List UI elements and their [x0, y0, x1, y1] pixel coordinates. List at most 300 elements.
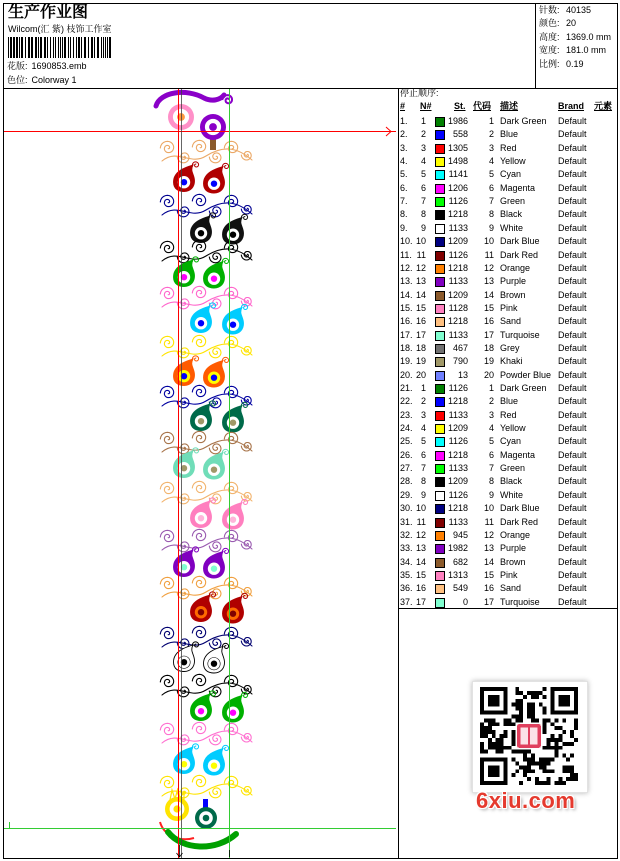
swirl-vine — [162, 344, 252, 356]
swirl-vine — [162, 440, 252, 452]
stop-row — [398, 302, 618, 315]
swirl-curl — [160, 675, 173, 686]
color-description: Yellow — [500, 156, 526, 167]
paisley-dot — [230, 420, 236, 426]
color-code: 9 — [488, 489, 494, 500]
paisley-motif — [223, 499, 248, 529]
design-preview — [4, 89, 398, 858]
color-code: 5 — [488, 436, 494, 447]
color-code: 14 — [483, 289, 494, 300]
needle-number: 9 — [420, 489, 426, 500]
stop-row — [398, 542, 618, 555]
row-index: 16. — [400, 316, 413, 327]
paisley-motif — [191, 691, 216, 721]
row-index: 24. — [400, 423, 413, 434]
stop-row — [398, 462, 618, 475]
row-index: 10. — [400, 236, 413, 247]
stitch-count: 1133 — [448, 516, 468, 527]
color-code: 1 — [488, 116, 494, 126]
stitch-count: 1126 — [448, 489, 468, 500]
color-description: Purple — [500, 276, 527, 287]
paisley-dot — [198, 609, 204, 615]
stitch-count: 1126 — [448, 249, 468, 260]
row-index: 13. — [400, 276, 413, 287]
thread-brand: Default — [558, 249, 587, 260]
stitch-count: 1209 — [447, 423, 468, 434]
color-code: 11 — [484, 249, 494, 260]
swirl-curl — [224, 577, 237, 588]
top-arc — [156, 92, 224, 106]
swirl-curl — [160, 530, 173, 541]
swirl-motif — [160, 335, 252, 358]
swirl-curl — [209, 153, 221, 163]
color-description: Brown — [500, 556, 526, 567]
design-file-label: 花版: — [7, 61, 28, 71]
row-index: 22. — [400, 396, 413, 407]
color-code: 12 — [483, 529, 494, 540]
stat-label: 针数: — [539, 5, 560, 15]
stitch-count: 1209 — [447, 236, 468, 247]
swirl-vine — [162, 249, 252, 261]
needle-number: 17 — [415, 596, 426, 607]
needle-number: 8 — [420, 209, 426, 220]
needle-number: 1 — [420, 116, 426, 126]
stat-label: 高度: — [539, 32, 560, 42]
swirl-motif — [160, 626, 252, 649]
needle-number: 10 — [415, 503, 426, 514]
swirl-vine — [162, 394, 252, 406]
needle-number: 4 — [420, 423, 426, 434]
color-code: 1 — [488, 383, 494, 393]
color-description: Powder Blue — [500, 369, 552, 380]
row-index: 33. — [400, 543, 413, 554]
thread-brand: Default — [558, 129, 587, 140]
thread-brand: Default — [558, 289, 587, 300]
paisley-dot — [230, 517, 236, 523]
color-code: 9 — [488, 222, 494, 233]
stop-row — [398, 262, 618, 275]
color-description: Black — [500, 476, 523, 487]
stitch-count: 1218 — [447, 262, 468, 273]
paisley-motif — [204, 643, 229, 673]
stitch-count: 1305 — [447, 142, 468, 153]
stop-row — [398, 409, 618, 422]
thread-brand: Default — [558, 596, 587, 607]
row-index: 34. — [400, 556, 413, 567]
color-description: Orange — [500, 262, 531, 273]
row-index: 23. — [400, 409, 413, 420]
stitch-count: 1133 — [448, 409, 468, 420]
stitch-count: 1209 — [447, 289, 468, 300]
stitch-count: 549 — [452, 583, 468, 594]
swirl-vine — [162, 635, 252, 647]
swirl-curl — [209, 542, 221, 552]
stitch-count: 682 — [452, 556, 468, 567]
thread-brand: Default — [558, 196, 587, 207]
stop-row — [398, 475, 618, 488]
color-code: 5 — [488, 169, 494, 180]
needle-number: 3 — [420, 142, 426, 153]
stitch-count: 1218 — [447, 396, 468, 407]
colorway-name: Colorway 1 — [31, 75, 77, 85]
paisley-motif — [204, 745, 229, 775]
paisley-tail-curl — [222, 643, 228, 648]
software-studio: Wilcom(汇 紫) 枝饰工作室 — [8, 24, 112, 34]
swirl-curl — [192, 194, 205, 205]
stitch-count: 1313 — [447, 569, 468, 580]
color-code: 17 — [483, 596, 494, 607]
stop-row — [398, 222, 618, 235]
swirl-motif — [160, 481, 252, 504]
thread-brand: Default — [558, 156, 587, 167]
swirl-curl — [160, 577, 173, 588]
needle-number: 17 — [415, 329, 426, 340]
swirl-vine — [162, 731, 252, 743]
row-index: 29. — [400, 489, 413, 500]
swirl-curl — [224, 432, 237, 443]
swirl-motif — [160, 385, 252, 408]
paisley-motif — [174, 162, 199, 192]
color-description: Dark Green — [500, 116, 547, 126]
color-code: 15 — [483, 569, 494, 580]
swirl-curl — [160, 432, 173, 443]
swirl-curl — [209, 348, 221, 358]
thread-brand: Default — [558, 142, 587, 153]
paisley-motif — [223, 214, 248, 244]
paisley-motif — [174, 356, 199, 386]
paisley-dot — [198, 320, 204, 326]
color-code: 10 — [483, 236, 494, 247]
paisley-dot — [198, 708, 204, 714]
stitch-count: 1126 — [448, 383, 468, 393]
thread-brand: Default — [558, 516, 587, 527]
row-index: 11. — [400, 249, 412, 260]
paisley-tail-curl — [241, 214, 247, 219]
color-code: 7 — [488, 463, 494, 474]
color-code: 10 — [483, 503, 494, 514]
design-file-line — [7, 61, 87, 72]
paisley-motif — [174, 257, 199, 287]
paisley-tail-curl — [222, 449, 228, 454]
row-index: 31. — [400, 516, 413, 527]
disc-center — [203, 815, 210, 822]
column-header-brand: Brand — [558, 101, 585, 111]
qr-logo-mark — [530, 727, 537, 744]
stitch-count: 1982 — [447, 543, 468, 554]
row-index: 20. — [400, 369, 413, 380]
column-header-code: 代码 — [473, 101, 492, 111]
stop-row — [398, 342, 618, 355]
stop-sequence-title: 停止顺序: — [400, 88, 439, 98]
row-index: 26. — [400, 449, 413, 460]
color-code: 3 — [488, 142, 494, 153]
stop-row — [398, 115, 618, 128]
colorway-label: 色位: — [7, 75, 28, 85]
paisley-dot — [230, 322, 236, 328]
needle-number: 2 — [420, 396, 426, 407]
paisley-motif — [223, 402, 248, 432]
needle-number: 7 — [420, 196, 426, 207]
stitch-count: 1133 — [448, 463, 468, 474]
stat-value: 181.0 mm — [566, 45, 607, 55]
color-description: Cyan — [500, 169, 522, 180]
stop-row — [398, 168, 618, 181]
qr-code — [480, 687, 578, 785]
needle-number: 3 — [420, 409, 426, 420]
stop-row — [398, 289, 618, 302]
paisley-motif — [174, 448, 199, 478]
paisley-motif — [223, 692, 248, 722]
row-index: 27. — [400, 463, 413, 474]
thread-brand: Default — [558, 529, 587, 540]
needle-number: 2 — [420, 129, 426, 140]
color-description: Khaki — [500, 356, 523, 367]
stop-row — [398, 395, 618, 408]
needle-number: 4 — [420, 156, 426, 167]
paisley-tail-curl — [192, 744, 198, 749]
stop-row — [398, 596, 618, 609]
thread-brand: Default — [558, 369, 587, 380]
swirl-curl — [160, 482, 173, 493]
needle-number: 13 — [415, 543, 426, 554]
swirl-curl — [192, 335, 205, 346]
thread-brand: Default — [558, 209, 587, 220]
stop-row — [398, 329, 618, 342]
row-index: 1. — [400, 116, 408, 126]
swirl-curl — [224, 141, 237, 152]
needle-number: 12 — [415, 262, 426, 273]
thread-brand: Default — [558, 302, 587, 313]
swirl-curl — [224, 627, 237, 638]
row-index: 6. — [400, 182, 408, 193]
color-description: Sand — [500, 316, 522, 327]
thread-brand: Default — [558, 169, 587, 180]
swirl-curl — [224, 336, 237, 347]
swirl-motif — [160, 240, 252, 262]
paisley-tail-curl — [222, 163, 228, 168]
color-description: Dark Blue — [500, 503, 540, 514]
row-index: 2. — [400, 129, 408, 140]
stitch-count: 1133 — [448, 276, 468, 287]
paisley-tail-curl — [192, 642, 198, 647]
swirl-motif — [160, 529, 252, 552]
stop-row — [398, 128, 618, 141]
stitch-count: 1218 — [447, 316, 468, 327]
needle-number: 5 — [420, 169, 426, 180]
needle-number: 6 — [420, 182, 426, 193]
swirl-curl — [209, 788, 221, 798]
stop-sequence-rows — [398, 0, 618, 608]
swirl-curl — [192, 775, 205, 786]
color-code: 4 — [488, 423, 494, 434]
color-code: 13 — [483, 276, 494, 287]
color-code: 8 — [488, 209, 494, 220]
swirl-vine — [162, 490, 252, 502]
color-code: 17 — [483, 329, 494, 340]
paisley-dot — [211, 181, 217, 187]
paisley-dot — [211, 467, 217, 473]
thread-brand: Default — [558, 316, 587, 327]
stitch-count: 1141 — [448, 169, 468, 180]
bottom-ornament — [160, 788, 236, 847]
watermark-text: 6xiu.com — [476, 788, 576, 813]
thread-brand: Default — [558, 396, 587, 407]
swirl-motif — [160, 140, 252, 163]
swirl-vine — [162, 784, 252, 796]
disc-center — [173, 805, 180, 812]
barcode-bars — [8, 37, 111, 58]
color-code: 18 — [483, 342, 494, 353]
needle-number: 12 — [415, 529, 426, 540]
stop-row — [398, 449, 618, 462]
thread-brand: Default — [558, 356, 587, 367]
swirl-curl — [224, 195, 237, 206]
needle-number: 11 — [416, 516, 426, 527]
needle-number: 14 — [415, 556, 426, 567]
needle-number: 20 — [415, 369, 426, 380]
column-header-needle: N# — [420, 101, 432, 111]
thread-brand: Default — [558, 329, 587, 340]
row-index: 37. — [400, 596, 413, 607]
row-index: 36. — [400, 583, 413, 594]
thread-brand: Default — [558, 503, 587, 514]
swirl-vine — [162, 585, 252, 597]
swirl-curl — [224, 723, 237, 734]
stat-label: 比例: — [539, 59, 560, 69]
thread-brand: Default — [558, 409, 587, 420]
paisley-dot — [230, 611, 236, 617]
column-header-element: 元素 — [594, 101, 613, 111]
row-index: 15. — [400, 302, 413, 313]
paisley-motif — [204, 357, 229, 387]
swirl-curl — [224, 482, 237, 493]
color-description: Green — [500, 196, 526, 207]
swirl-curl — [224, 386, 237, 397]
stitch-count: 1498 — [447, 156, 468, 167]
swirl-curl — [160, 386, 173, 397]
thread-brand: Default — [558, 383, 587, 393]
thread-brand: Default — [558, 262, 587, 273]
stitch-count: 1126 — [448, 436, 468, 447]
row-index: 17. — [400, 329, 413, 340]
column-header-stitches: St. — [454, 101, 466, 111]
column-header-index: # — [400, 101, 406, 111]
paisley-motif — [174, 744, 199, 774]
row-index: 9. — [400, 222, 408, 233]
paisley-dot — [211, 276, 217, 282]
color-code: 4 — [488, 156, 494, 167]
needle-number: 16 — [415, 583, 426, 594]
color-description: Magenta — [500, 182, 536, 193]
swirl-curl — [160, 336, 173, 347]
stitch-count: 1986 — [447, 116, 468, 126]
color-description: Turquoise — [500, 596, 540, 607]
stop-row — [398, 235, 618, 248]
color-code: 2 — [488, 396, 494, 407]
color-code: 11 — [484, 516, 494, 527]
thread-brand: Default — [558, 342, 587, 353]
color-description: Blue — [500, 129, 519, 140]
swirl-motif — [160, 576, 252, 599]
design-file-name: 1690853.emb — [31, 61, 87, 71]
color-description: Dark Green — [500, 383, 547, 393]
top-curl — [222, 95, 232, 103]
swirl-curl — [160, 627, 173, 638]
swirl-curl — [192, 576, 205, 587]
stop-row — [398, 556, 618, 569]
paisley-tail-curl — [209, 213, 215, 218]
paisley-tail-curl — [222, 258, 228, 263]
swirl-curl — [160, 287, 173, 298]
paisley-dot — [211, 566, 217, 572]
swirl-curl — [192, 140, 205, 151]
stitch-count: 1128 — [448, 302, 468, 313]
stop-row — [398, 382, 618, 395]
stop-row — [398, 569, 618, 582]
disc-center — [209, 123, 217, 131]
embroidery-design — [156, 92, 252, 846]
stop-row — [398, 195, 618, 208]
stitch-count: 790 — [452, 356, 468, 367]
thread-brand: Default — [558, 116, 587, 126]
paisley-dot — [198, 418, 204, 424]
color-description: Brown — [500, 289, 526, 300]
paisley-dot — [198, 515, 204, 521]
swirl-curl — [224, 287, 237, 298]
row-index: 5. — [400, 169, 408, 180]
stop-row — [398, 142, 618, 155]
needle-number: 9 — [420, 222, 426, 233]
swirl-curl — [192, 529, 205, 540]
stat-value: 0.19 — [566, 59, 584, 69]
stitch-count: 1218 — [447, 449, 468, 460]
color-description: Dark Red — [500, 516, 539, 527]
page-title: 生产作业图 — [8, 2, 89, 21]
color-code: 14 — [483, 556, 494, 567]
paisley-tail-curl — [222, 745, 228, 750]
row-index: 19. — [400, 356, 413, 367]
paisley-dot — [211, 661, 217, 667]
color-description: Cyan — [500, 436, 522, 447]
stitch-count: 1206 — [447, 182, 468, 193]
paisley-motif — [223, 304, 248, 334]
stitch-count: 558 — [452, 129, 468, 140]
paisley-motif — [191, 303, 216, 333]
swirl-curl — [224, 530, 237, 541]
stop-row — [398, 155, 618, 168]
paisley-tail-curl — [222, 357, 228, 362]
row-index: 14. — [400, 289, 413, 300]
swirl-motif — [160, 286, 252, 309]
paisley-motif — [191, 213, 216, 243]
swirl-motif — [160, 431, 252, 454]
color-description: Black — [500, 209, 523, 220]
needle-number: 7 — [420, 463, 426, 474]
color-code: 16 — [483, 583, 494, 594]
barcode — [8, 37, 114, 58]
swirl-curl — [224, 776, 237, 787]
stitch-count: 1133 — [448, 222, 468, 233]
stat-label: 颜色: — [539, 18, 560, 28]
swirl-motif — [160, 194, 252, 217]
stat-value: 40135 — [566, 5, 592, 15]
color-code: 3 — [488, 409, 494, 420]
color-description: White — [500, 489, 524, 500]
stop-row — [398, 516, 618, 529]
thread-brand: Default — [558, 463, 587, 474]
stop-row — [398, 249, 618, 262]
thread-brand: Default — [558, 236, 587, 247]
